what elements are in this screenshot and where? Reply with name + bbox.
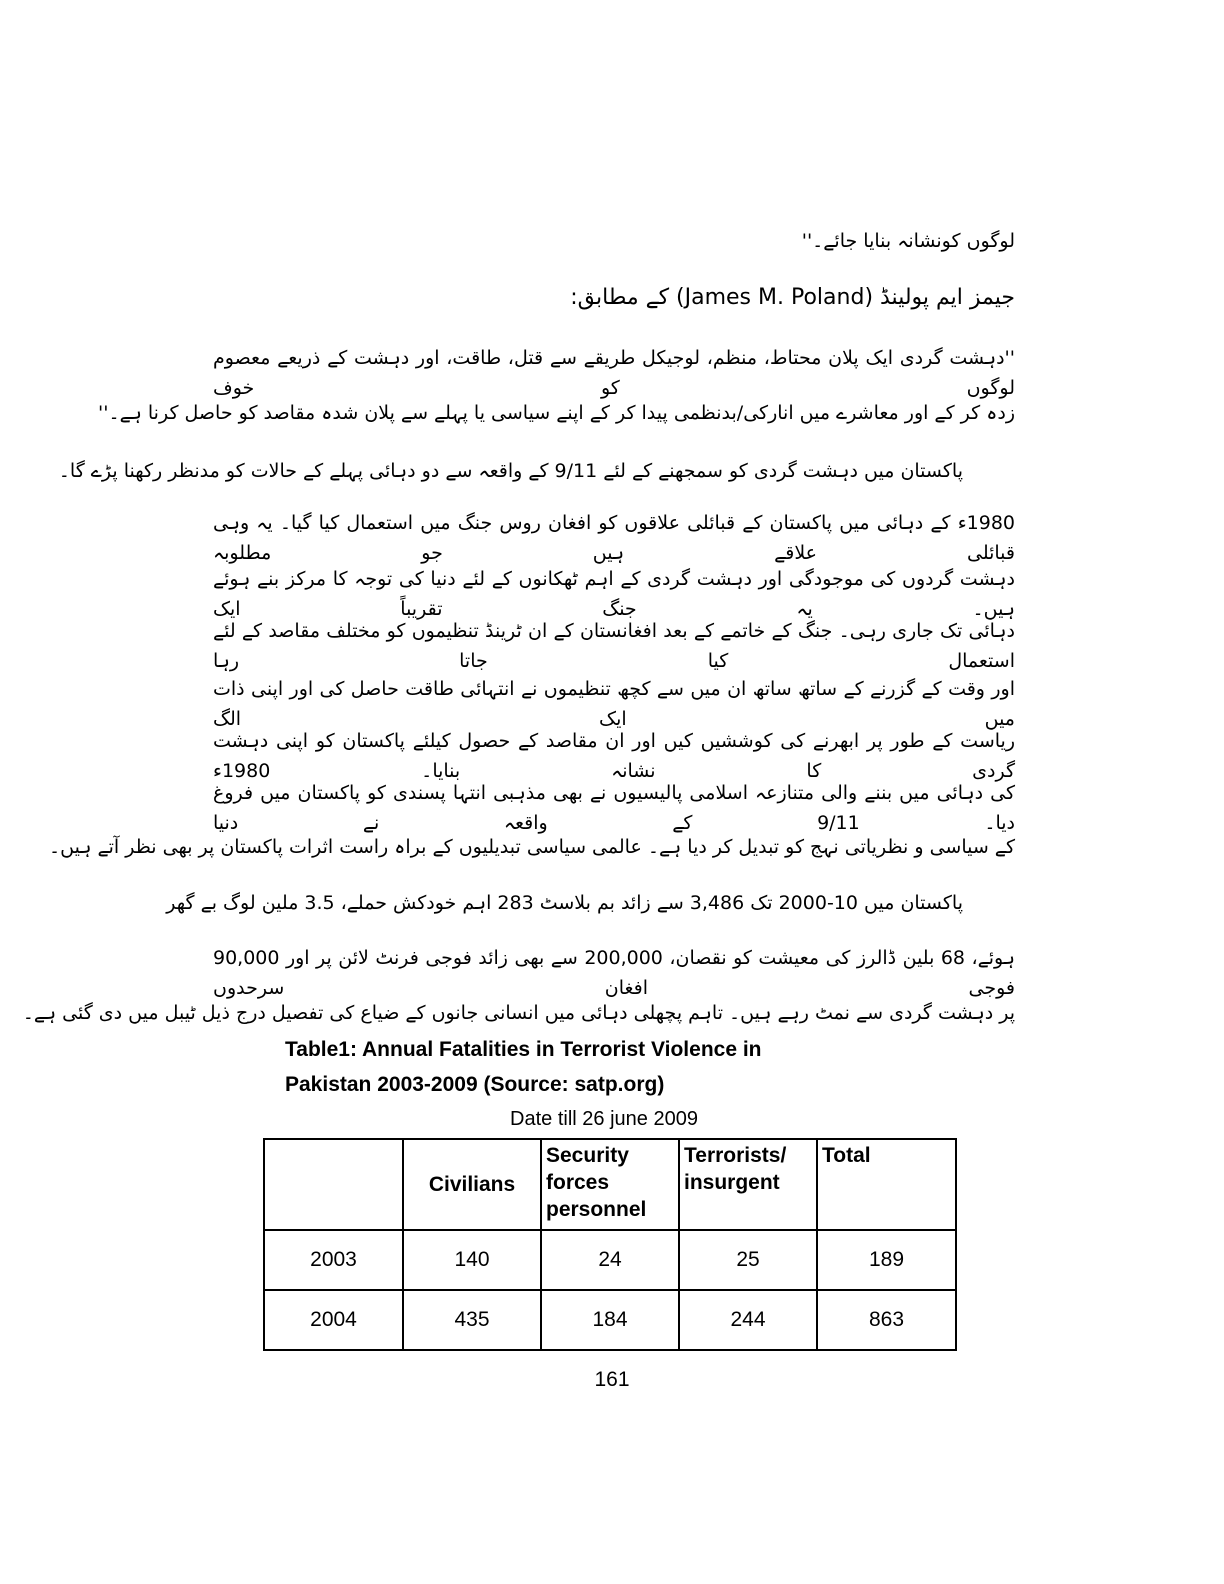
text-line: ہوئے، 68 بلین ڈالرز کی معیشت کو نقصان، 200,000 سے بھی زائد فوجی فرنٹ لائن پر اور 90,000 فوجی افغان سرحدوں xyxy=(213,947,1015,999)
table-header: Total xyxy=(817,1139,956,1230)
table-header: Civilians xyxy=(403,1139,541,1230)
table-header xyxy=(264,1139,403,1230)
table-row xyxy=(264,1230,956,1290)
text-line: 1980ء کے دہائی میں پاکستان کے قبائلی علاقوں کو افغان روس جنگ میں استعمال کیا گیا۔ یہ وہی قبائلی علاقے ہیں جو مطلوبہ xyxy=(213,512,1015,564)
table-cell: 140 xyxy=(403,1230,541,1290)
text-line: زدہ کر کے اور معاشرے میں انارکی/بدنظمی پیدا کر کے اپنے سیاسی یا پہلے سے پلان شدہ مقاصد کو حاصل کرنا ہے۔'' xyxy=(98,402,1015,424)
table-cell: 24 xyxy=(541,1230,679,1290)
section-heading: جیمز ایم پولینڈ (James M. Poland) کے مطابق: xyxy=(570,285,1015,310)
table-date-note: Date till 26 june 2009 xyxy=(510,1108,698,1130)
page-number: 161 xyxy=(594,1368,630,1391)
table-cell: 863 xyxy=(817,1290,956,1350)
text-line: دہشت گردوں کی موجودگی اور دہشت گردی کے اہم ٹھکانوں کے لئے دنیا کی توجہ کا مرکز بنے ہوئے ہیں۔ یہ جنگ تقریباً ایک xyxy=(213,568,1015,620)
text-line: ''دہشت گردی ایک پلان محتاط، منظم، لوجیکل طریقے سے قتل، طاقت، اور دہشت کے ذریعے معصوم لوگوں کو خوف xyxy=(213,347,1015,399)
table-cell: 184 xyxy=(541,1290,679,1350)
text-line: اور وقت کے گزرنے کے ساتھ ساتھ ان میں سے کچھ تنظیموں نے انتہائی طاقت حاصل کی اور اپنی ذات میں ایک الگ xyxy=(213,678,1015,730)
table-row xyxy=(264,1290,956,1350)
fatalities-table xyxy=(263,1138,957,1351)
table-header-row xyxy=(264,1139,956,1230)
text-line: کے سیاسی و نظریاتی نہج کو تبدیل کر دیا ہے۔ عالمی سیاسی تبدیلیوں کے براہ راست اثرات پاکستان پر بھی نظر آتے ہیں۔ xyxy=(48,836,1015,858)
table-header: Security forces personnel xyxy=(541,1139,679,1230)
text-line: پر دہشت گردی سے نمٹ رہے ہیں۔ تاہم پچھلی دہائی میں انسانی جانوں کے ضیاع کی تفصیل درج ذیل ٹیبل میں دی گئی ہے۔ xyxy=(22,1002,1015,1024)
table-caption: Pakistan 2003-2009 (Source: satp.org) xyxy=(285,1073,665,1096)
table-cell: 189 xyxy=(817,1230,956,1290)
text-line: ریاست کے طور پر ابھرنے کی کوششیں کیں اور ان مقاصد کے حصول کیلئے پاکستان کو اپنی دہشت گردی کا نشانہ بنایا۔ 1980ء xyxy=(213,730,1015,782)
text-line: دہائی تک جاری رہی۔ جنگ کے خاتمے کے بعد افغانستان کے ان ٹرینڈ تنظیموں کو مختلف مقاصد کے لئے استعمال کیا جاتا رہا xyxy=(213,620,1015,672)
table-cell: 435 xyxy=(403,1290,541,1350)
table-cell: 244 xyxy=(679,1290,817,1350)
text-line: کی دہائی میں بننے والی متنازعہ اسلامی پالیسیوں نے بھی مذہبی انتہا پسندی کو پاکستان میں فروغ دیا۔ 9/11 کے واقعہ نے دنیا xyxy=(213,782,1015,834)
text-line: پاکستان میں 10-2000 تک 3,486 سے زائد بم بلاسٹ 283 اہم خودکش حملے، 3.5 ملین لوگ بے گھر xyxy=(166,892,963,914)
table-cell: 25 xyxy=(679,1230,817,1290)
text-line: لوگوں کونشانہ بنایا جائے۔'' xyxy=(801,230,1015,252)
table-caption: Table1: Annual Fatalities in Terrorist Violence in xyxy=(285,1038,762,1061)
table-header: Terrorists/ insurgent xyxy=(679,1139,817,1230)
text-line: پاکستان میں دہشت گردی کو سمجھنے کے لئے 9/11 کے واقعہ سے دو دہائی پہلے کے حالات کو مدنظر رکھنا پڑے گا۔ xyxy=(58,460,963,482)
table-cell: 2003 xyxy=(264,1230,403,1290)
table-cell: 2004 xyxy=(264,1290,403,1350)
